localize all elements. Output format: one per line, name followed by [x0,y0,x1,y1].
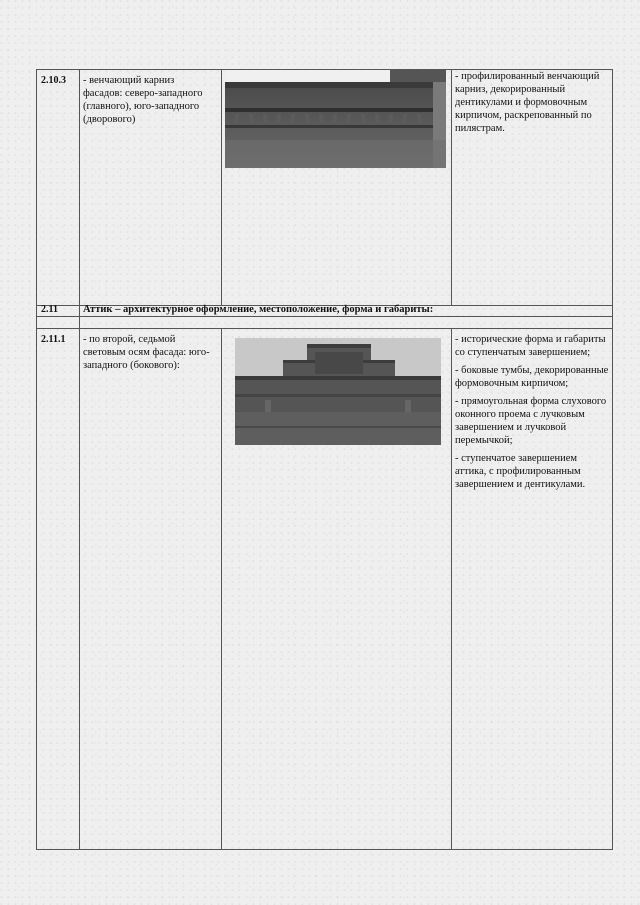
row-number-2-11-1: 2.11.1 [41,334,66,345]
feature-item: - боковые тумбы, декорированные формовочным кирпичом; [455,365,609,389]
feature-item: - прямоугольная форма слухового оконного проема с лучковым завершением и лучковой перемычкой; [455,396,607,446]
cornice-photo [225,70,446,168]
column-divider [451,70,452,305]
section-heading-attic: Аттик – архитектурное оформление, местоположение, форма и габариты: [83,304,434,315]
section-number-2-11: 2.11 [41,304,58,315]
column-divider [221,328,222,849]
row-description-2-11-1: - по второй, седьмой световым осям фасада: юго-западного (бокового): [83,334,210,371]
feature-item: - исторические форма и габариты со ступенчатым завершением; [455,334,606,358]
features-2-11-1 [455,333,611,491]
features-2-10-3 [455,70,609,135]
attic-photo [235,338,441,445]
row-description-2-10-3: - венчающий карниз фасадов: северо-западного (главного), юго-западного (дворового) [83,75,203,125]
feature-item: - ступенчатое завершением аттика, с профилированным завершением и дентикулами. [455,453,586,490]
feature-item: - профилированный венчающий карниз, декорированный дентикулами и формовочным кирпичом, раскрепованный по пилястрам. [455,71,600,134]
column-divider [221,70,222,305]
row-divider [37,328,612,329]
column-divider [79,70,80,849]
row-divider [37,316,612,317]
protected-features-table [36,69,613,850]
column-divider [451,328,452,849]
row-number-2-10-3: 2.10.3 [41,75,66,86]
